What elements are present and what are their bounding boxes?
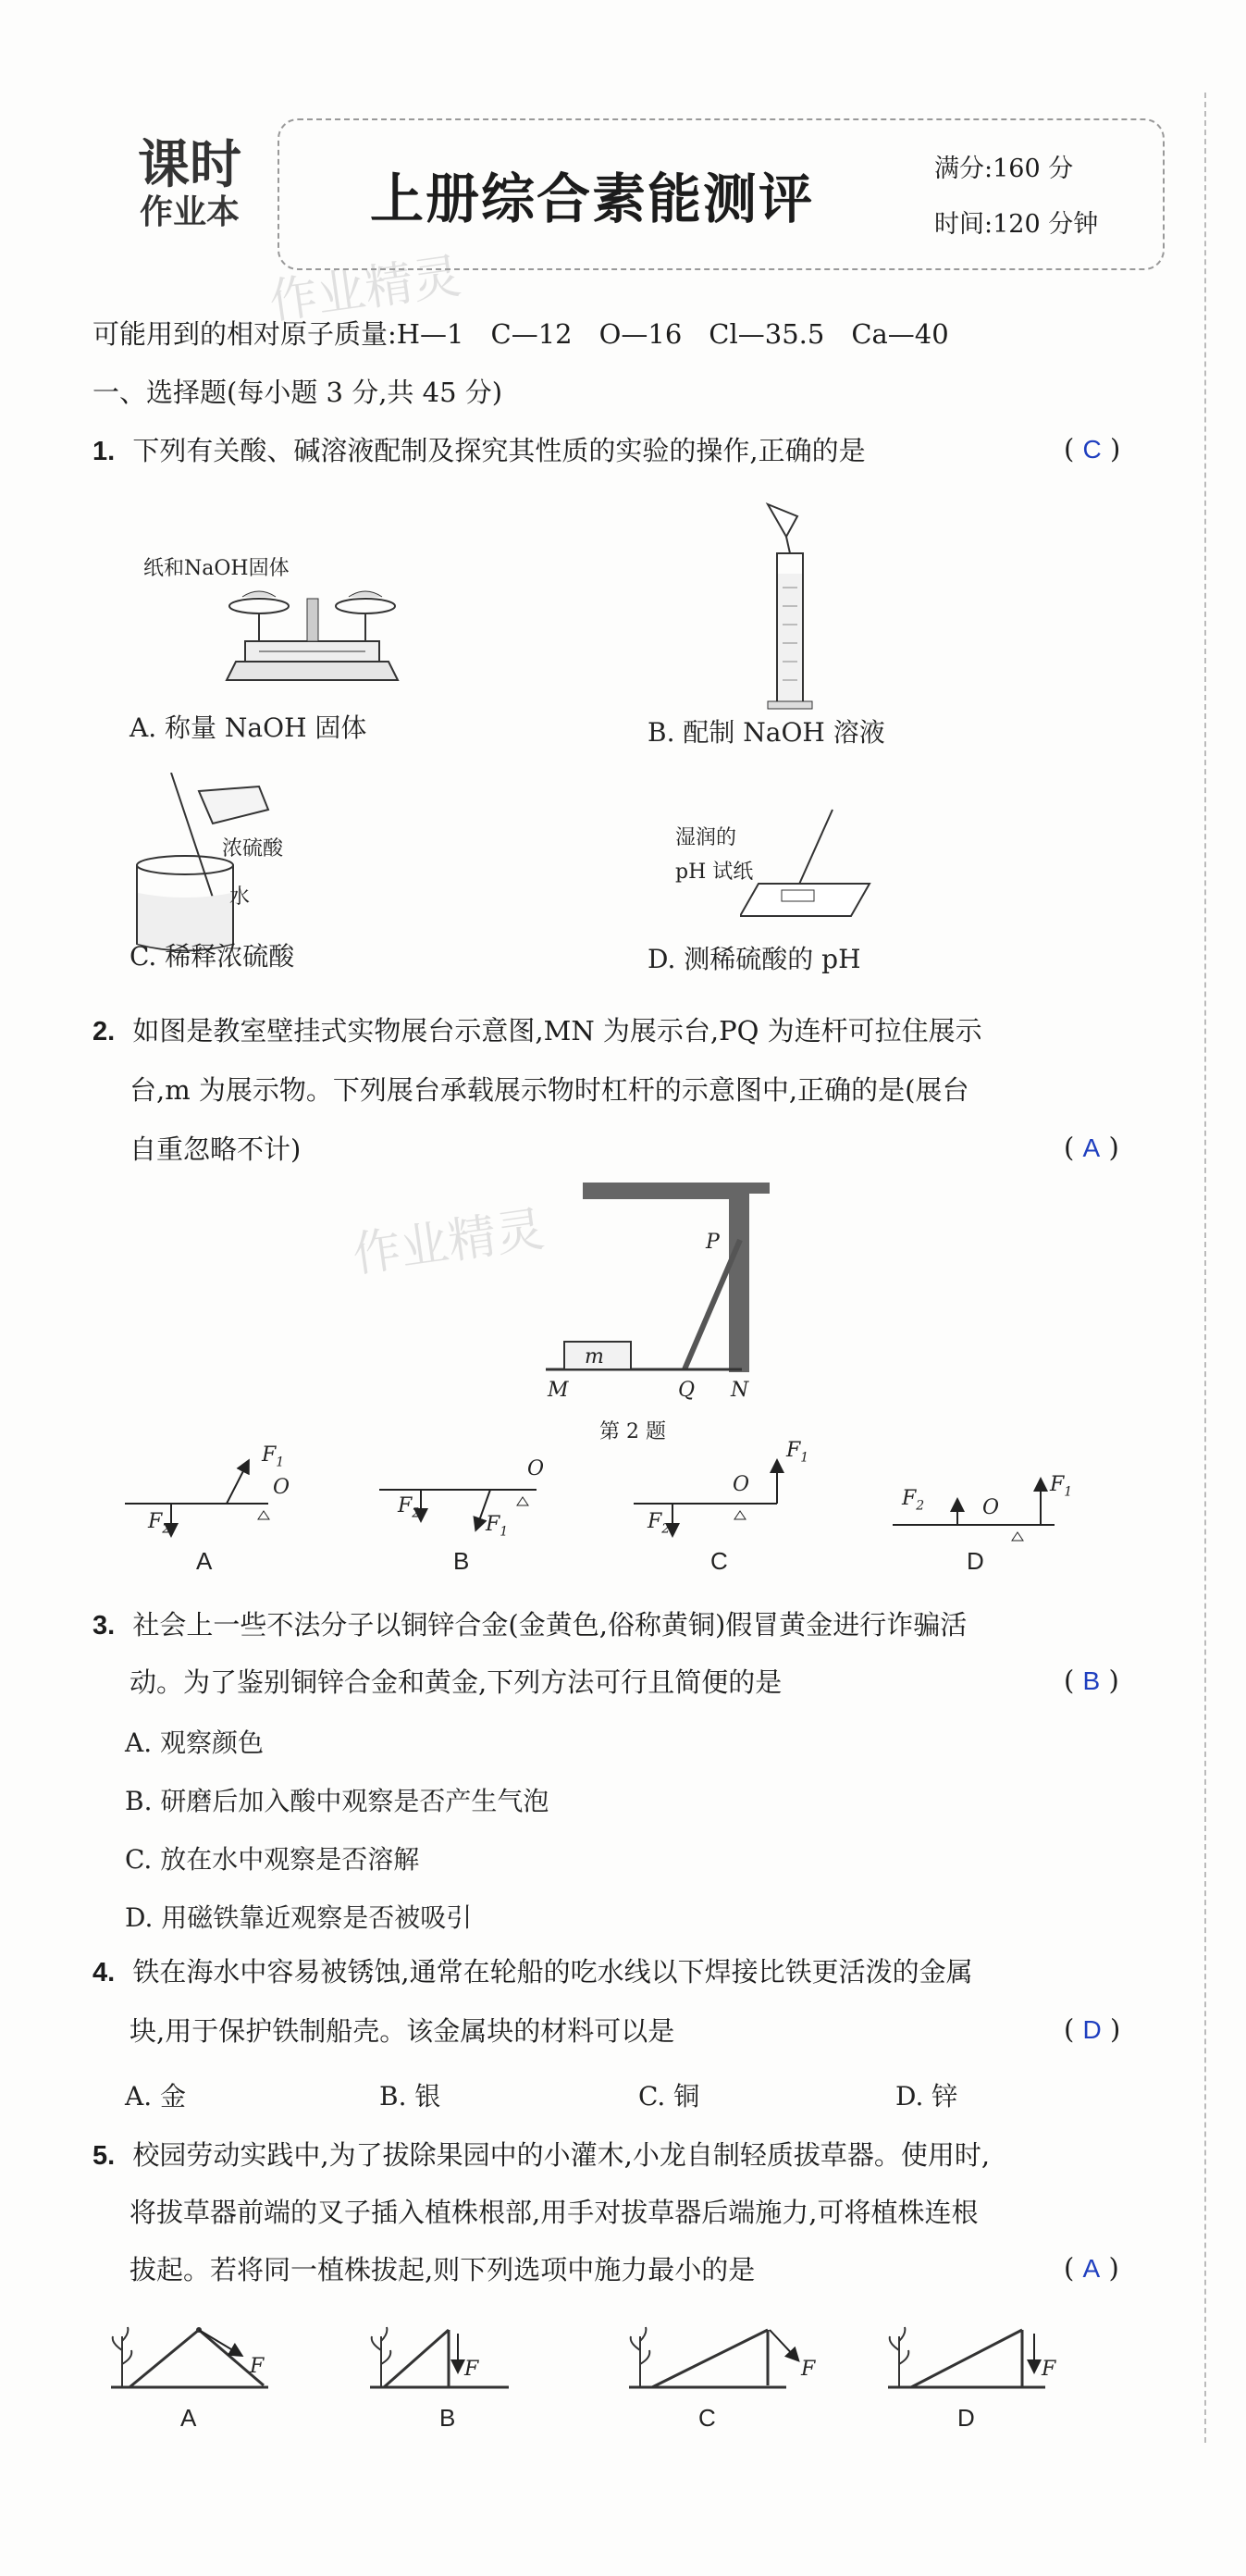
watermark: 作业精灵 bbox=[265, 249, 464, 330]
q4-option-b: B. 银 bbox=[379, 2081, 441, 2112]
q3-option-d: D. 用磁铁靠近观察是否被吸引 bbox=[125, 1902, 473, 1933]
q2-label-Q: Q bbox=[678, 1379, 696, 1402]
q2-label-P: P bbox=[706, 1231, 720, 1254]
q1-number: 1. bbox=[93, 437, 116, 466]
q3-line-1: 社会上一些不法分子以铜锌合金(金黄色,俗称黄铜)假冒黄金进行诈骗活 bbox=[132, 1609, 968, 1641]
q5-choice-c: C bbox=[698, 2404, 716, 2432]
question-1 bbox=[93, 433, 866, 469]
q2-line-1: 如图是教室壁挂式实物展台示意图,MN 为展示台,PQ 为连杆可拉住展示 bbox=[132, 1015, 982, 1046]
q1-text: 下列有关酸、碱溶液配制及探究其性质的实验的操作,正确的是 bbox=[132, 435, 866, 466]
q5-force-d: F bbox=[1042, 2358, 1056, 2381]
cylinder-figure bbox=[749, 500, 823, 712]
logo-line2: 作业本 bbox=[139, 192, 240, 230]
q4-option-d: D. 锌 bbox=[895, 2081, 958, 2112]
q2-figure-caption: 第 2 题 bbox=[599, 1420, 666, 1443]
q5-force-c: F bbox=[801, 2358, 816, 2381]
q4-answer: ( D ) bbox=[1064, 2013, 1121, 2045]
balance-figure bbox=[222, 578, 407, 689]
lever-a-O: O bbox=[273, 1476, 290, 1499]
q5-answer: ( A ) bbox=[1064, 2252, 1119, 2284]
lever-a-F2: $F_2$ bbox=[148, 1510, 171, 1537]
q2-label-N: N bbox=[731, 1379, 749, 1402]
lever-c-F2: $F_2$ bbox=[648, 1510, 671, 1537]
q5-force-a: F bbox=[250, 2355, 265, 2378]
q5-choice-b: B bbox=[439, 2404, 456, 2432]
lever-b-O: O bbox=[527, 1457, 545, 1480]
q2-line-2: 台,m 为展示物。下列展台承载展示物时杠杆的示意图中,正确的是(展台 bbox=[130, 1074, 969, 1106]
q1-label-water: 水 bbox=[229, 886, 251, 909]
lever-d-O: O bbox=[982, 1496, 1000, 1519]
ph-figure bbox=[740, 805, 888, 925]
full-score: 满分:160 分 bbox=[934, 155, 1074, 183]
q2-choice-b: B bbox=[453, 1547, 470, 1575]
question-2: 2. 如图是教室壁挂式实物展台示意图,MN 为展示台,PQ 为连杆可拉住展示 bbox=[93, 1015, 982, 1046]
q2-label-m: m bbox=[585, 1345, 604, 1368]
q1-option-a: A. 称量 NaOH 固体 bbox=[130, 712, 367, 743]
question-4: 4. 铁在海水中容易被锈蚀,通常在轮船的吃水线以下焊接比铁更活泼的金属 bbox=[93, 1956, 973, 1988]
lever-a-F1: $F_1$ bbox=[262, 1443, 285, 1470]
q4-option-a: A. 金 bbox=[125, 2081, 187, 2112]
logo-line1: 课时 bbox=[138, 135, 241, 193]
lever-d-F1: $F_1$ bbox=[1050, 1473, 1073, 1500]
atomic-masses: 可能用到的相对原子质量:H—1 C—12 O—16 Cl—35.5 Ca—40 bbox=[93, 318, 949, 350]
q5-line-1: 校园劳动实践中,为了拔除果园中的小灌木,小龙自制轻质拔草器。使用时, bbox=[132, 2139, 991, 2171]
time-limit: 时间:120 分钟 bbox=[934, 210, 1099, 239]
q3-option-c: C. 放在水中观察是否溶解 bbox=[125, 1844, 420, 1875]
q2-choice-d: D bbox=[967, 1547, 984, 1575]
q3-line-2: 动。为了鉴别铜锌合金和黄金,下列方法可行且简便的是 bbox=[130, 1666, 783, 1698]
q1-label-balance: 纸和NaOH固体 bbox=[143, 557, 290, 580]
lever-b-F2: $F_2$ bbox=[398, 1494, 421, 1521]
q4-line-1: 铁在海水中容易被锈蚀,通常在轮船的吃水线以下焊接比铁更活泼的金属 bbox=[132, 1956, 973, 1988]
q3-answer: ( B ) bbox=[1064, 1665, 1119, 1696]
margin-line bbox=[1204, 93, 1206, 2443]
beaker-figure bbox=[130, 773, 296, 958]
q2-choice-c: C bbox=[710, 1547, 728, 1575]
lever-b-F1: $F_1$ bbox=[486, 1513, 509, 1540]
section-heading: 一、选择题(每小题 3 分,共 45 分) bbox=[93, 377, 503, 408]
q5-force-b: F bbox=[464, 2358, 479, 2381]
lever-d-F2: $F_2$ bbox=[902, 1487, 925, 1514]
q4-line-2: 块,用于保护铁制船壳。该金属块的材料可以是 bbox=[130, 2015, 675, 2047]
q1-option-c: C. 稀释浓硫酸 bbox=[130, 941, 295, 972]
page-title: 上册综合素能测评 bbox=[370, 167, 815, 230]
lever-c-O: O bbox=[733, 1473, 750, 1496]
lever-c-F1: $F_1$ bbox=[786, 1439, 809, 1466]
question-5: 5. 校园劳动实践中,为了拔除果园中的小灌木,小龙自制轻质拔草器。使用时, bbox=[93, 2139, 991, 2171]
q1-option-b: B. 配制 NaOH 溶液 bbox=[648, 717, 885, 748]
q1-label-ph1: 湿润的 bbox=[675, 826, 737, 849]
q1-answer: ( C ) bbox=[1064, 433, 1121, 464]
q5-choice-a: A bbox=[180, 2404, 197, 2432]
q2-choice-a: A bbox=[196, 1547, 213, 1575]
q2-line-3: 自重忽略不计) bbox=[130, 1133, 302, 1165]
watermark-2: 作业精灵 bbox=[349, 1202, 548, 1283]
q3-option-a: A. 观察颜色 bbox=[125, 1728, 265, 1758]
q5-line-2: 将拔草器前端的叉子插入植株根部,用手对拔草器后端施力,可将植株连根 bbox=[130, 2197, 979, 2228]
weed-puller-figures bbox=[102, 2313, 1082, 2396]
q1-label-ph2: pH 试纸 bbox=[675, 861, 754, 884]
q2-label-M: M bbox=[548, 1379, 569, 1402]
q5-line-3: 拔起。若将同一植株拔起,则下列选项中施力最小的是 bbox=[130, 2254, 756, 2285]
q1-label-acid: 浓硫酸 bbox=[222, 837, 284, 861]
question-3: 3. 社会上一些不法分子以铜锌合金(金黄色,俗称黄铜)假冒黄金进行诈骗活 bbox=[93, 1609, 968, 1641]
q4-option-c: C. 铜 bbox=[638, 2081, 700, 2112]
q3-option-b: B. 研磨后加入酸中观察是否产生气泡 bbox=[125, 1786, 549, 1816]
q1-option-d: D. 测稀硫酸的 pH bbox=[648, 944, 861, 974]
logo bbox=[120, 137, 259, 231]
q2-answer: ( A ) bbox=[1064, 1132, 1119, 1163]
q5-choice-d: D bbox=[957, 2404, 975, 2432]
display-stand-figure bbox=[527, 1175, 796, 1406]
